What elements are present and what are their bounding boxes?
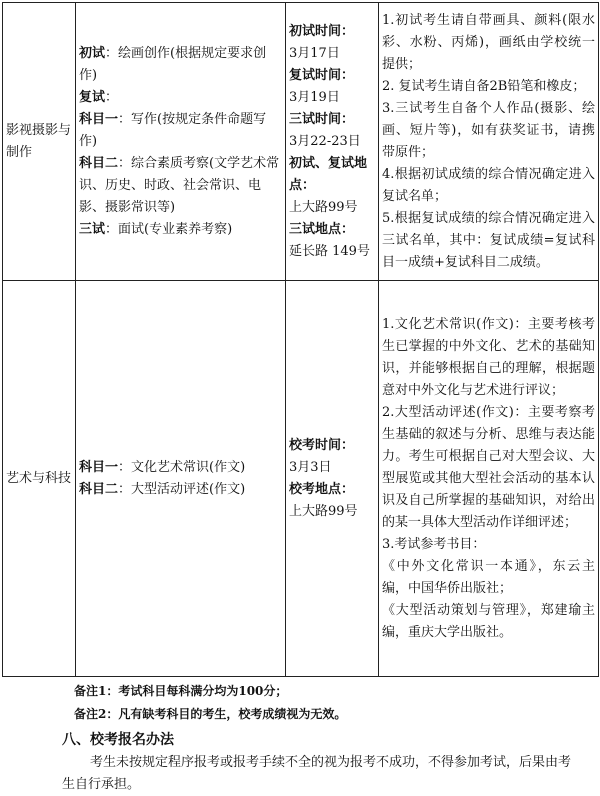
exam-subjects — [76, 3, 286, 281]
note-item: 《大型活动策划与管理》，郑建瑜主编，重庆大学出版社。 — [382, 602, 595, 640]
note-item: 2.大型活动评述(作文)：主要考察考生基础的叙述与分析、思维与表达能力。考生可根据自己对大型会议、大型展览或其他大型社会活动的基本认识及自己所掌握的基础知识，对给出的某一具体大型活动作详细评述； — [382, 404, 595, 530]
note-item: 3.三试考生自备个人作品(摄影、绘画、短片等)，如有获奖证书，请携带原件； — [382, 100, 595, 160]
major-name: 艺术与科技 — [3, 281, 76, 677]
subject-line: 科目一：文化艺术常识(作文) — [79, 459, 246, 475]
note-item: 1.文化艺术常识(作文)：主要考核考生已掌握的中外文化、艺术的基础知识，并能够根据自己的理解，根据题意对中外文化与艺术进行评议； — [382, 316, 595, 398]
schedule-value: 3月22-23日 — [289, 133, 361, 149]
schedule-value: 延长路 149号 — [289, 243, 370, 259]
note-item: 《中外文化常识一本通》，东云主编，中国华侨出版社； — [382, 558, 595, 596]
subject-line: 科目二：大型活动评述(作文) — [79, 481, 246, 497]
schedule-label: 三试地点： — [289, 221, 355, 237]
note-item: 1.初试考生请自带画具、颜料(限水彩、水粉、丙烯)，画纸由学校统一提供； — [382, 12, 595, 72]
subject-line: 科目二：综合素质考察(文学艺术常识、历史、时政、社会常识、电影、摄影常识等) — [79, 155, 280, 215]
exam-subjects — [76, 281, 286, 677]
major-name: 影视摄影与制作 — [3, 3, 76, 281]
section-title: 八、校考报名办法 — [62, 732, 174, 748]
schedule-label: 校考时间： — [289, 437, 355, 453]
subject-line: 初试：绘画创作(根据规定要求创作) — [79, 45, 267, 83]
schedule-label: 三试时间： — [289, 111, 355, 127]
schedule-value: 3月17日 — [289, 45, 340, 61]
section-paragraph: 考生未按规定程序报考或报考手续不全的视为报考不成功，不得参加考试，后果由考生自行承担。 — [62, 755, 572, 792]
schedule-value: 上大路99号 — [289, 199, 358, 215]
schedule-label: 复试时间： — [289, 67, 355, 83]
schedule-label: 初试时间： — [289, 23, 355, 39]
exam-notes — [379, 281, 599, 677]
exam-schedule — [286, 281, 379, 677]
subject-line: 科目一：写作(按规定条件命题写作) — [79, 111, 267, 149]
exam-table — [2, 2, 599, 677]
exam-schedule — [286, 3, 379, 281]
subject-line: 复试： — [79, 89, 119, 105]
subject-line: 三试：面试(专业素养考察) — [79, 221, 233, 237]
note-item: 5.根据复试成绩的综合情况确定进入三试名单，其中：复试成绩=复试科目一成绩+复试科目二成绩。 — [382, 210, 595, 270]
remark-line: 备注2：凡有缺考科目的考生，校考成绩视为无效。 — [74, 707, 347, 721]
remark-line: 备注1：考试科目每科满分均为100分； — [74, 684, 288, 698]
schedule-label: 校考地点： — [289, 481, 355, 497]
schedule-value: 3月19日 — [289, 89, 340, 105]
exam-notes — [379, 3, 599, 281]
note-item: 3.考试参考书目： — [382, 536, 486, 552]
table-row — [3, 3, 599, 281]
note-item: 4.根据初试成绩的综合情况确定进入复试名单； — [382, 166, 595, 204]
schedule-value: 3月3日 — [289, 459, 332, 475]
schedule-label: 初试、复试地点： — [289, 155, 368, 193]
note-item: 2. 复试考生请自备2B铅笔和橡皮； — [382, 78, 586, 94]
table-row — [3, 281, 599, 677]
schedule-value: 上大路99号 — [289, 503, 358, 519]
